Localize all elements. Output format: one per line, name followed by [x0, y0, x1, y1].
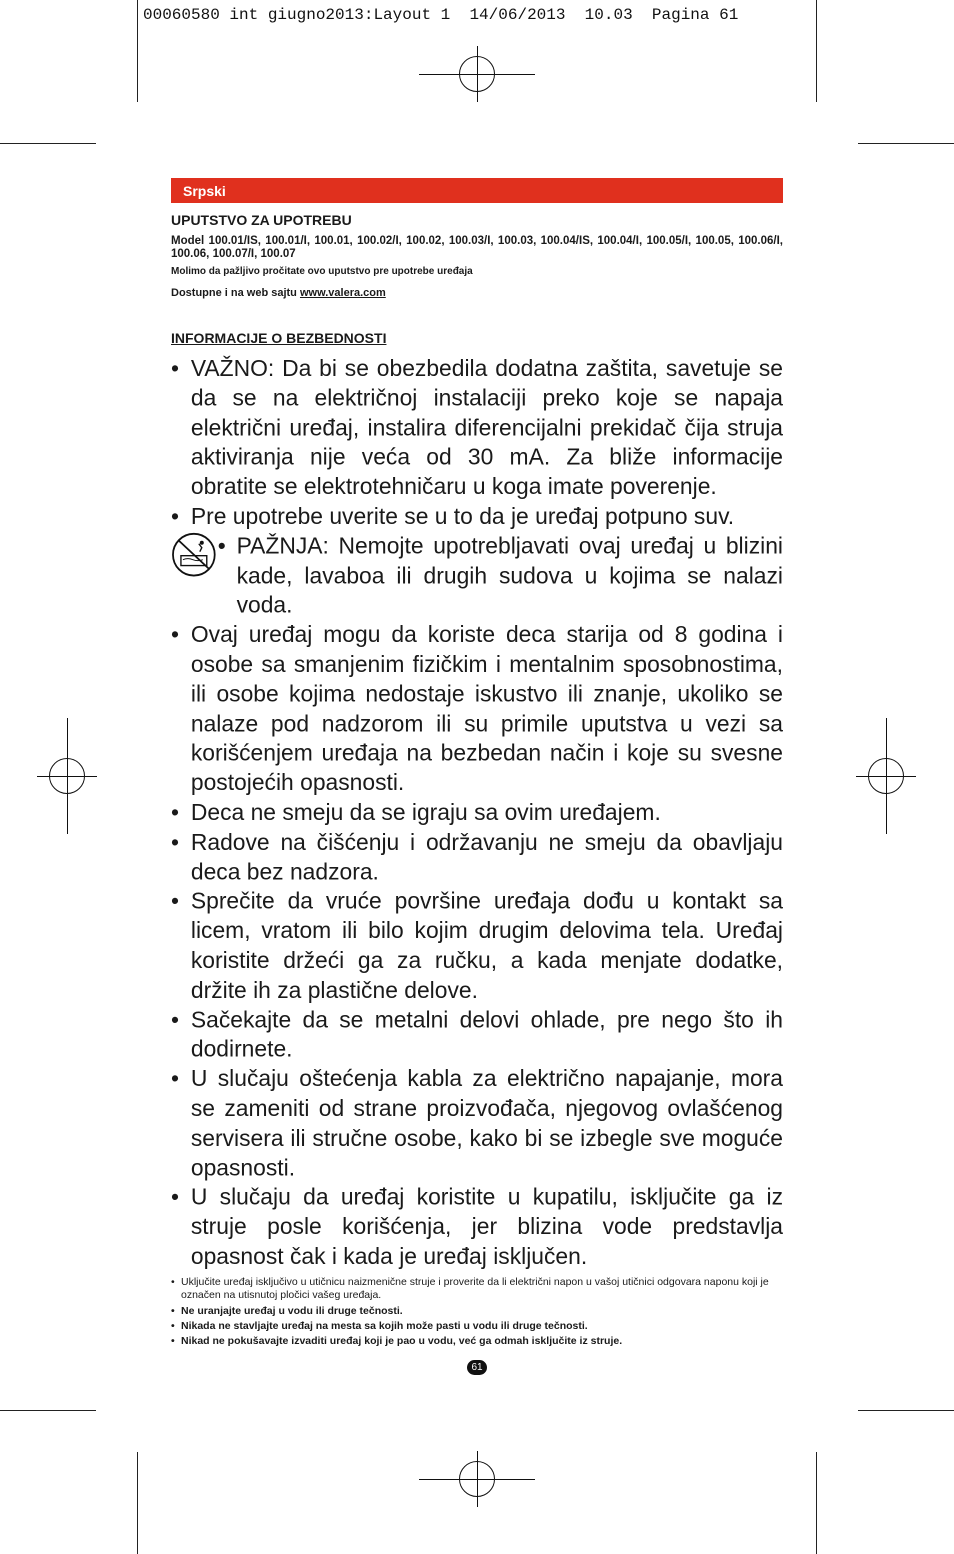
document-title: UPUTSTVO ZA UPOTREBU	[171, 212, 352, 228]
crop-mark	[816, 1452, 817, 1554]
list-item: • Ovaj uređaj mogu da koriste deca starija od 8 godina i osobe sa smanjenim fizičkim i mentalnim sposobnostima, ili osobe kojima nedostaje iskustvo ili znanje, ukoliko se nalaze pod nadzorom ili su primile uputstva u vezi sa korišćenjem uređaja na bezbedan način i koje su svesne postojećih opasnosti.	[171, 621, 784, 796]
list-item: • PAŽNJA: Nemojte upotrebljavati ovaj uređaj u blizini kade, lavaboa ili drugih sudova u kojima se nalazi voda.	[171, 532, 783, 621]
read-note: Molimo da pažljivo pročitate ovo uputstvo pre upotrebe uređaja	[171, 266, 473, 277]
footnotes	[171, 1276, 783, 1349]
safety-bullets	[171, 354, 783, 1272]
list-item: • Sačekajte da se metalni delovi ohlade, pre nego što ih dodirnete.	[171, 1006, 784, 1062]
crop-mark	[0, 143, 96, 144]
list-item: • VAŽNO: Da bi se obezbedila dodatna zaštita, savetuje se da se na električnoj instalaciji preko koje se napaja električni uređaj, instalira diferencijalni prekidač čija struja aktiviranja nije veća od 30 mA. Za bliže informacije obratite se elektrotehničaru u koga imate poverenje.	[171, 354, 784, 500]
no-bathtub-water-warning-icon	[171, 532, 217, 578]
print-slug: 00060580 int giugno2013:Layout 1 14/06/2013 10.03 Pagina 61	[143, 6, 739, 24]
page-number: 61	[467, 1360, 487, 1375]
list-item: • Pre upotrebe uverite se u to da je uređaj potpuno suv.	[171, 503, 735, 529]
footnote-item: • Ne uranjajte uređaj u vodu ili druge tečnosti.	[171, 1305, 403, 1317]
list-item: • U slučaju oštećenja kabla za električno napajanje, mora se zameniti od strane proizvođača, njegovog ovlašćenog servisera ili stručne osobe, kako bi se izbegle sve moguće opasnosti.	[171, 1065, 784, 1181]
crop-mark	[0, 1410, 96, 1411]
footnote-item: • Uključite uređaj isključivo u utičnicu naizmenične struje i proverite da li električni napon u vašoj utičnici odgovara naponu koji je označen na utisnutoj pločici vašeg uređaja.	[171, 1276, 769, 1301]
language-bar: Srpski	[171, 178, 783, 203]
list-item: • Sprečite da vruće površine uređaja dođu u kontakt sa licem, vratom ili bilo kojim drugim delovima tela. Uređaj koristite držeći ga za ručku, a kada menjate dodatke, držite ih za plastične delove.	[171, 887, 784, 1003]
model-list: Model 100.01/IS, 100.01/I, 100.01, 100.02/I, 100.02, 100.03/I, 100.03, 100.04/IS, 100.04/I, 100.05/I, 100.05, 100.06/I, 100.06, 100.07/I, 100.07	[171, 235, 783, 260]
list-item: • Deca ne smeju da se igraju sa ovim uređajem.	[171, 799, 661, 825]
web-label: Dostupne i na web sajtu	[171, 287, 297, 299]
footnote-item: • Nikad ne pokušavajte izvaditi uređaj koji je pao u vodu, već ga odmah isključite iz struje.	[171, 1335, 623, 1347]
web-note	[171, 287, 386, 299]
crop-mark	[858, 1410, 954, 1411]
list-item: • U slučaju da uređaj koristite u kupatilu, isključite ga iz struje posle korišćenja, jer blizina vode predstavlja opasnost čak i kada je uređaj isključen.	[171, 1183, 784, 1269]
list-item: • Radove na čišćenju i održavanju ne smeju da obavljaju deca bez nadzora.	[171, 828, 784, 885]
crop-mark	[858, 143, 954, 144]
crop-mark	[137, 1452, 138, 1554]
web-link[interactable]: www.valera.com	[299, 287, 386, 299]
section-title: INFORMACIJE O BEZBEDNOSTI	[171, 330, 387, 346]
crop-mark	[137, 0, 138, 102]
footnote-item: • Nikada ne stavljajte uređaj na mesta sa kojih može pasti u vodu ili druge tečnosti.	[171, 1320, 588, 1332]
crop-mark	[816, 0, 817, 102]
